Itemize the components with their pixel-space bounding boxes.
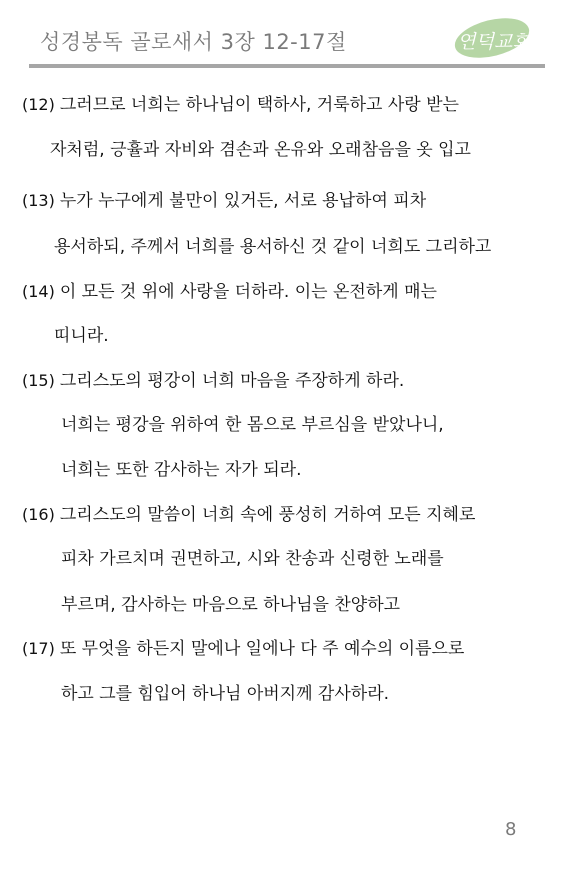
verse-13-line-1 (22, 191, 426, 211)
verse-15-line-3 (61, 460, 302, 480)
verse-number: (15) (22, 371, 55, 390)
verse-text: 너희는 또한 감사하는 자가 되라. (61, 460, 302, 480)
verse-17-line-2 (61, 684, 389, 704)
logo-text: 연덕교회 (457, 31, 531, 53)
verse-text: 부르며, 감사하는 마음으로 하나님을 찬양하고 (61, 595, 401, 615)
verse-16-line-3 (61, 595, 400, 615)
page-number: 8 (505, 819, 517, 840)
verse-16-line-1 (22, 505, 475, 525)
verse-number: (17) (22, 639, 55, 658)
verse-text: 그러므로 너희는 하나님이 택하사, 거룩하고 사랑 받는 (59, 95, 459, 115)
slide-header (0, 0, 567, 72)
verse-number: (12) (22, 95, 55, 114)
verse-15-line-1 (22, 371, 404, 391)
verse-number: (13) (22, 191, 55, 210)
verse-15-line-2 (61, 415, 444, 435)
verse-text: 띠니라. (54, 326, 109, 346)
verse-text: 이 모든 것 위에 사랑을 더하라. 이는 온전하게 매는 (59, 282, 437, 302)
verse-number: (14) (22, 282, 55, 301)
verse-text: 그리스도의 말씀이 너희 속에 풍성히 거하여 모든 지혜로 (59, 505, 476, 525)
verse-number: (16) (22, 505, 55, 524)
verse-12-line-1 (22, 95, 459, 115)
verse-text: 하고 그를 힘입어 하나님 아버지께 감사하라. (61, 684, 390, 704)
verse-14-line-2 (54, 326, 109, 346)
verse-text: 누가 누구에게 불만이 있거든, 서로 용납하여 피차 (59, 191, 427, 211)
verse-text: 그리스도의 평강이 너희 마음을 주장하게 하라. (59, 371, 405, 391)
verse-text: 용서하되, 주께서 너희를 용서하신 것 같이 너희도 그리하고 (54, 237, 492, 257)
verse-text: 또 무엇을 하든지 말에나 일에나 다 주 예수의 이름으로 (59, 639, 465, 659)
church-logo (448, 12, 540, 64)
header-divider (29, 64, 545, 68)
verse-text: 피차 가르치며 권면하고, 시와 찬송과 신령한 노래를 (61, 549, 444, 569)
verse-text: 너희는 평강을 위하여 한 몸으로 부르심을 받았나니, (61, 415, 444, 435)
verse-17-line-1 (22, 639, 464, 659)
verse-13-line-2 (54, 237, 491, 257)
verse-16-line-2 (61, 549, 444, 569)
slide-title: 성경봉독 골로새서 3장 12-17절 (40, 30, 347, 54)
verse-text: 자처럼, 긍휼과 자비와 겸손과 온유와 오래참음을 옷 입고 (50, 140, 471, 160)
verse-12-line-2 (50, 140, 471, 160)
verse-14-line-1 (22, 282, 437, 302)
